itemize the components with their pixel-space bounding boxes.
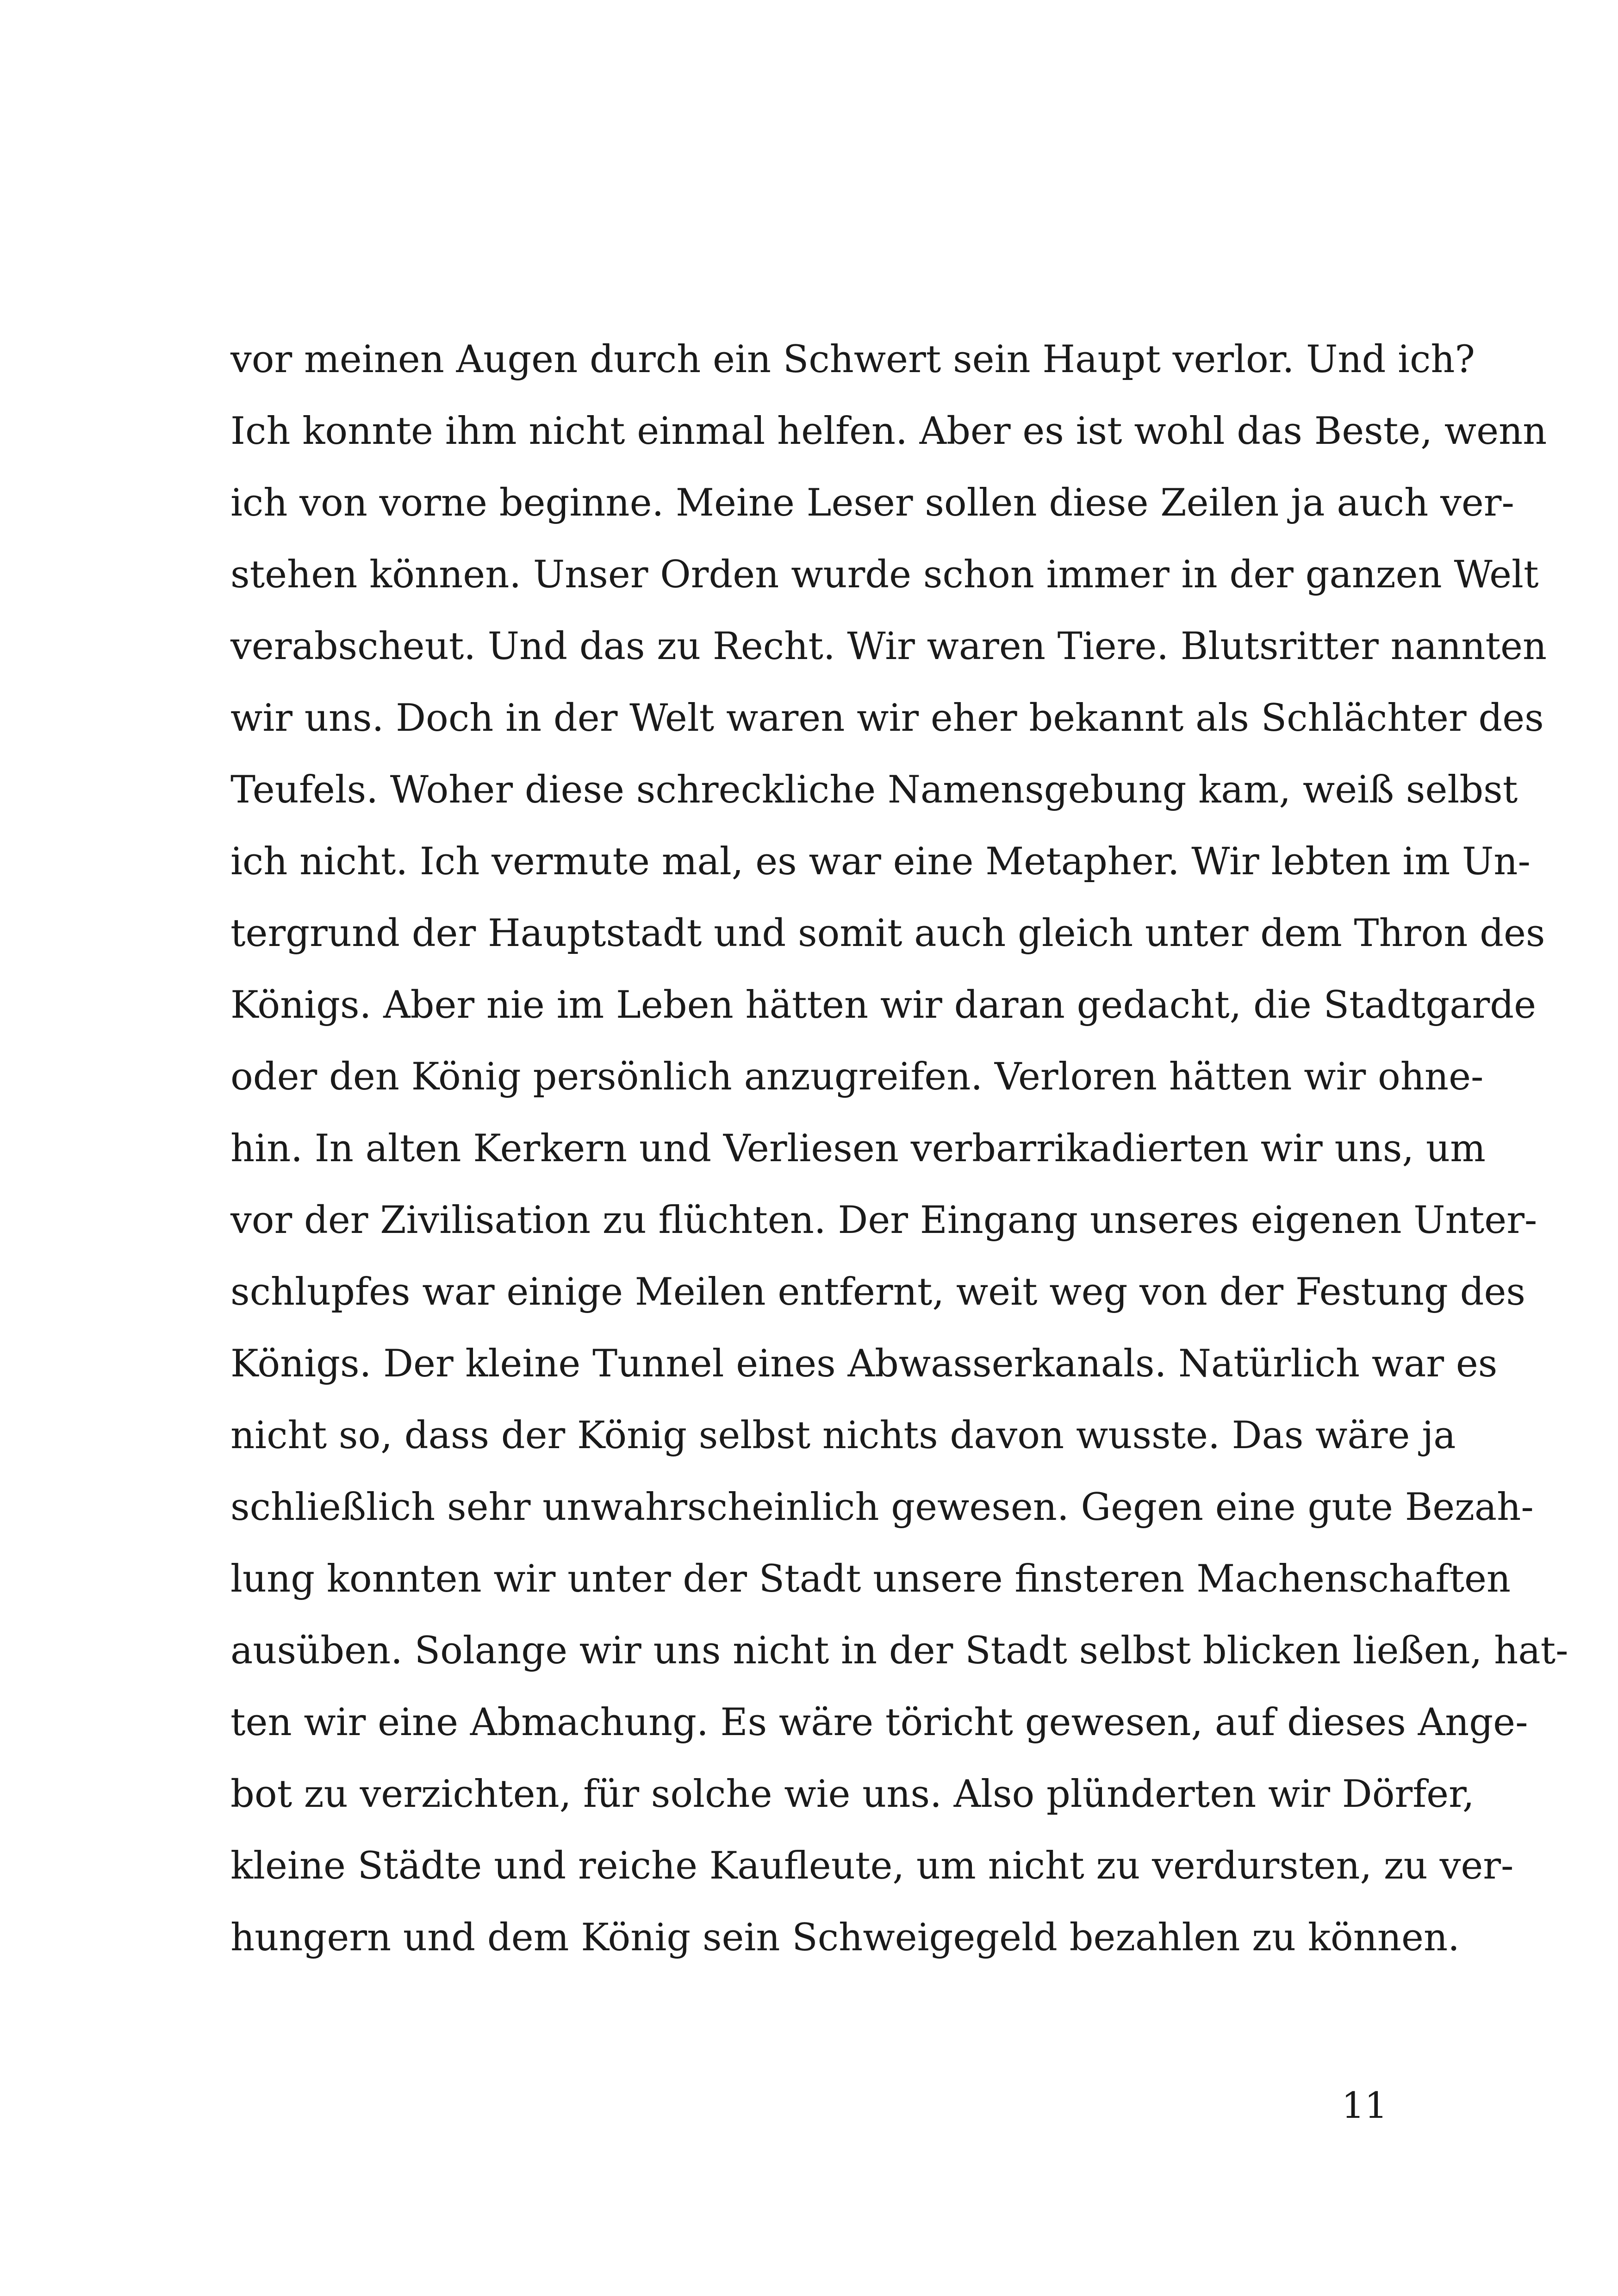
- text-line: ten wir eine Abmachung. Es wäre töricht gewesen, auf dieses Ange-: [230, 1701, 1528, 1744]
- text-line: ich von vorne beginne. Meine Leser sollen diese Zeilen ja auch ver-: [230, 481, 1514, 525]
- text-line: kleine Städte und reiche Kaufleute, um nicht zu verdursten, zu ver-: [230, 1844, 1514, 1888]
- text-line: hin. In alten Kerkern und Verliesen verbarrikadierten wir uns, um: [230, 1127, 1486, 1170]
- text-line: vor der Zivilisation zu flüchten. Der Eingang unseres eigenen Unter-: [230, 1199, 1537, 1242]
- text-line: ich nicht. Ich vermute mal, es war eine Metapher. Wir lebten im Un-: [230, 840, 1531, 884]
- text-line: stehen können. Unser Orden wurde schon immer in der ganzen Welt: [230, 553, 1539, 597]
- text-line: oder den König persönlich anzugreifen. Verloren hätten wir ohne-: [230, 1055, 1484, 1099]
- text-line: lung konnten wir unter der Stadt unsere finsteren Machenschaften: [230, 1557, 1511, 1601]
- text-line: wir uns. Doch in der Welt waren wir eher bekannt als Schlächter des: [230, 697, 1544, 740]
- text-line: schlupfes war einige Meilen entfernt, weit weg von der Festung des: [230, 1270, 1525, 1314]
- body-text: [230, 324, 1568, 1974]
- text-line: Königs. Der kleine Tunnel eines Abwasserkanals. Natürlich war es: [230, 1342, 1498, 1386]
- text-line: verabscheut. Und das zu Recht. Wir waren Tiere. Blutsritter nannten: [230, 625, 1547, 668]
- text-line: vor meinen Augen durch ein Schwert sein Haupt verlor. Und ich?: [230, 338, 1475, 381]
- text-line: Ich konnte ihm nicht einmal helfen. Aber es ist wohl das Beste, wenn: [230, 410, 1547, 453]
- text-line: Königs. Aber nie im Leben hätten wir daran gedacht, die Stadtgarde: [230, 983, 1536, 1027]
- text-line: Teufels. Woher diese schreckliche Namensgebung kam, weiß selbst: [230, 768, 1518, 812]
- text-line: bot zu verzichten, für solche wie uns. Also plünderten wir Dörfer,: [230, 1773, 1475, 1816]
- text-line: tergrund der Hauptstadt und somit auch gleich unter dem Thron des: [230, 912, 1545, 955]
- text-line: nicht so, dass der König selbst nichts davon wusste. Das wäre ja: [230, 1414, 1456, 1457]
- text-line: schließlich sehr unwahrscheinlich gewesen. Gegen eine gute Bezah-: [230, 1486, 1534, 1529]
- page-number: 11: [1341, 2085, 1388, 2127]
- text-line: ausüben. Solange wir uns nicht in der Stadt selbst blicken ließen, hat-: [230, 1629, 1568, 1673]
- text-line: hungern und dem König sein Schweigegeld bezahlen zu können.: [230, 1916, 1460, 1960]
